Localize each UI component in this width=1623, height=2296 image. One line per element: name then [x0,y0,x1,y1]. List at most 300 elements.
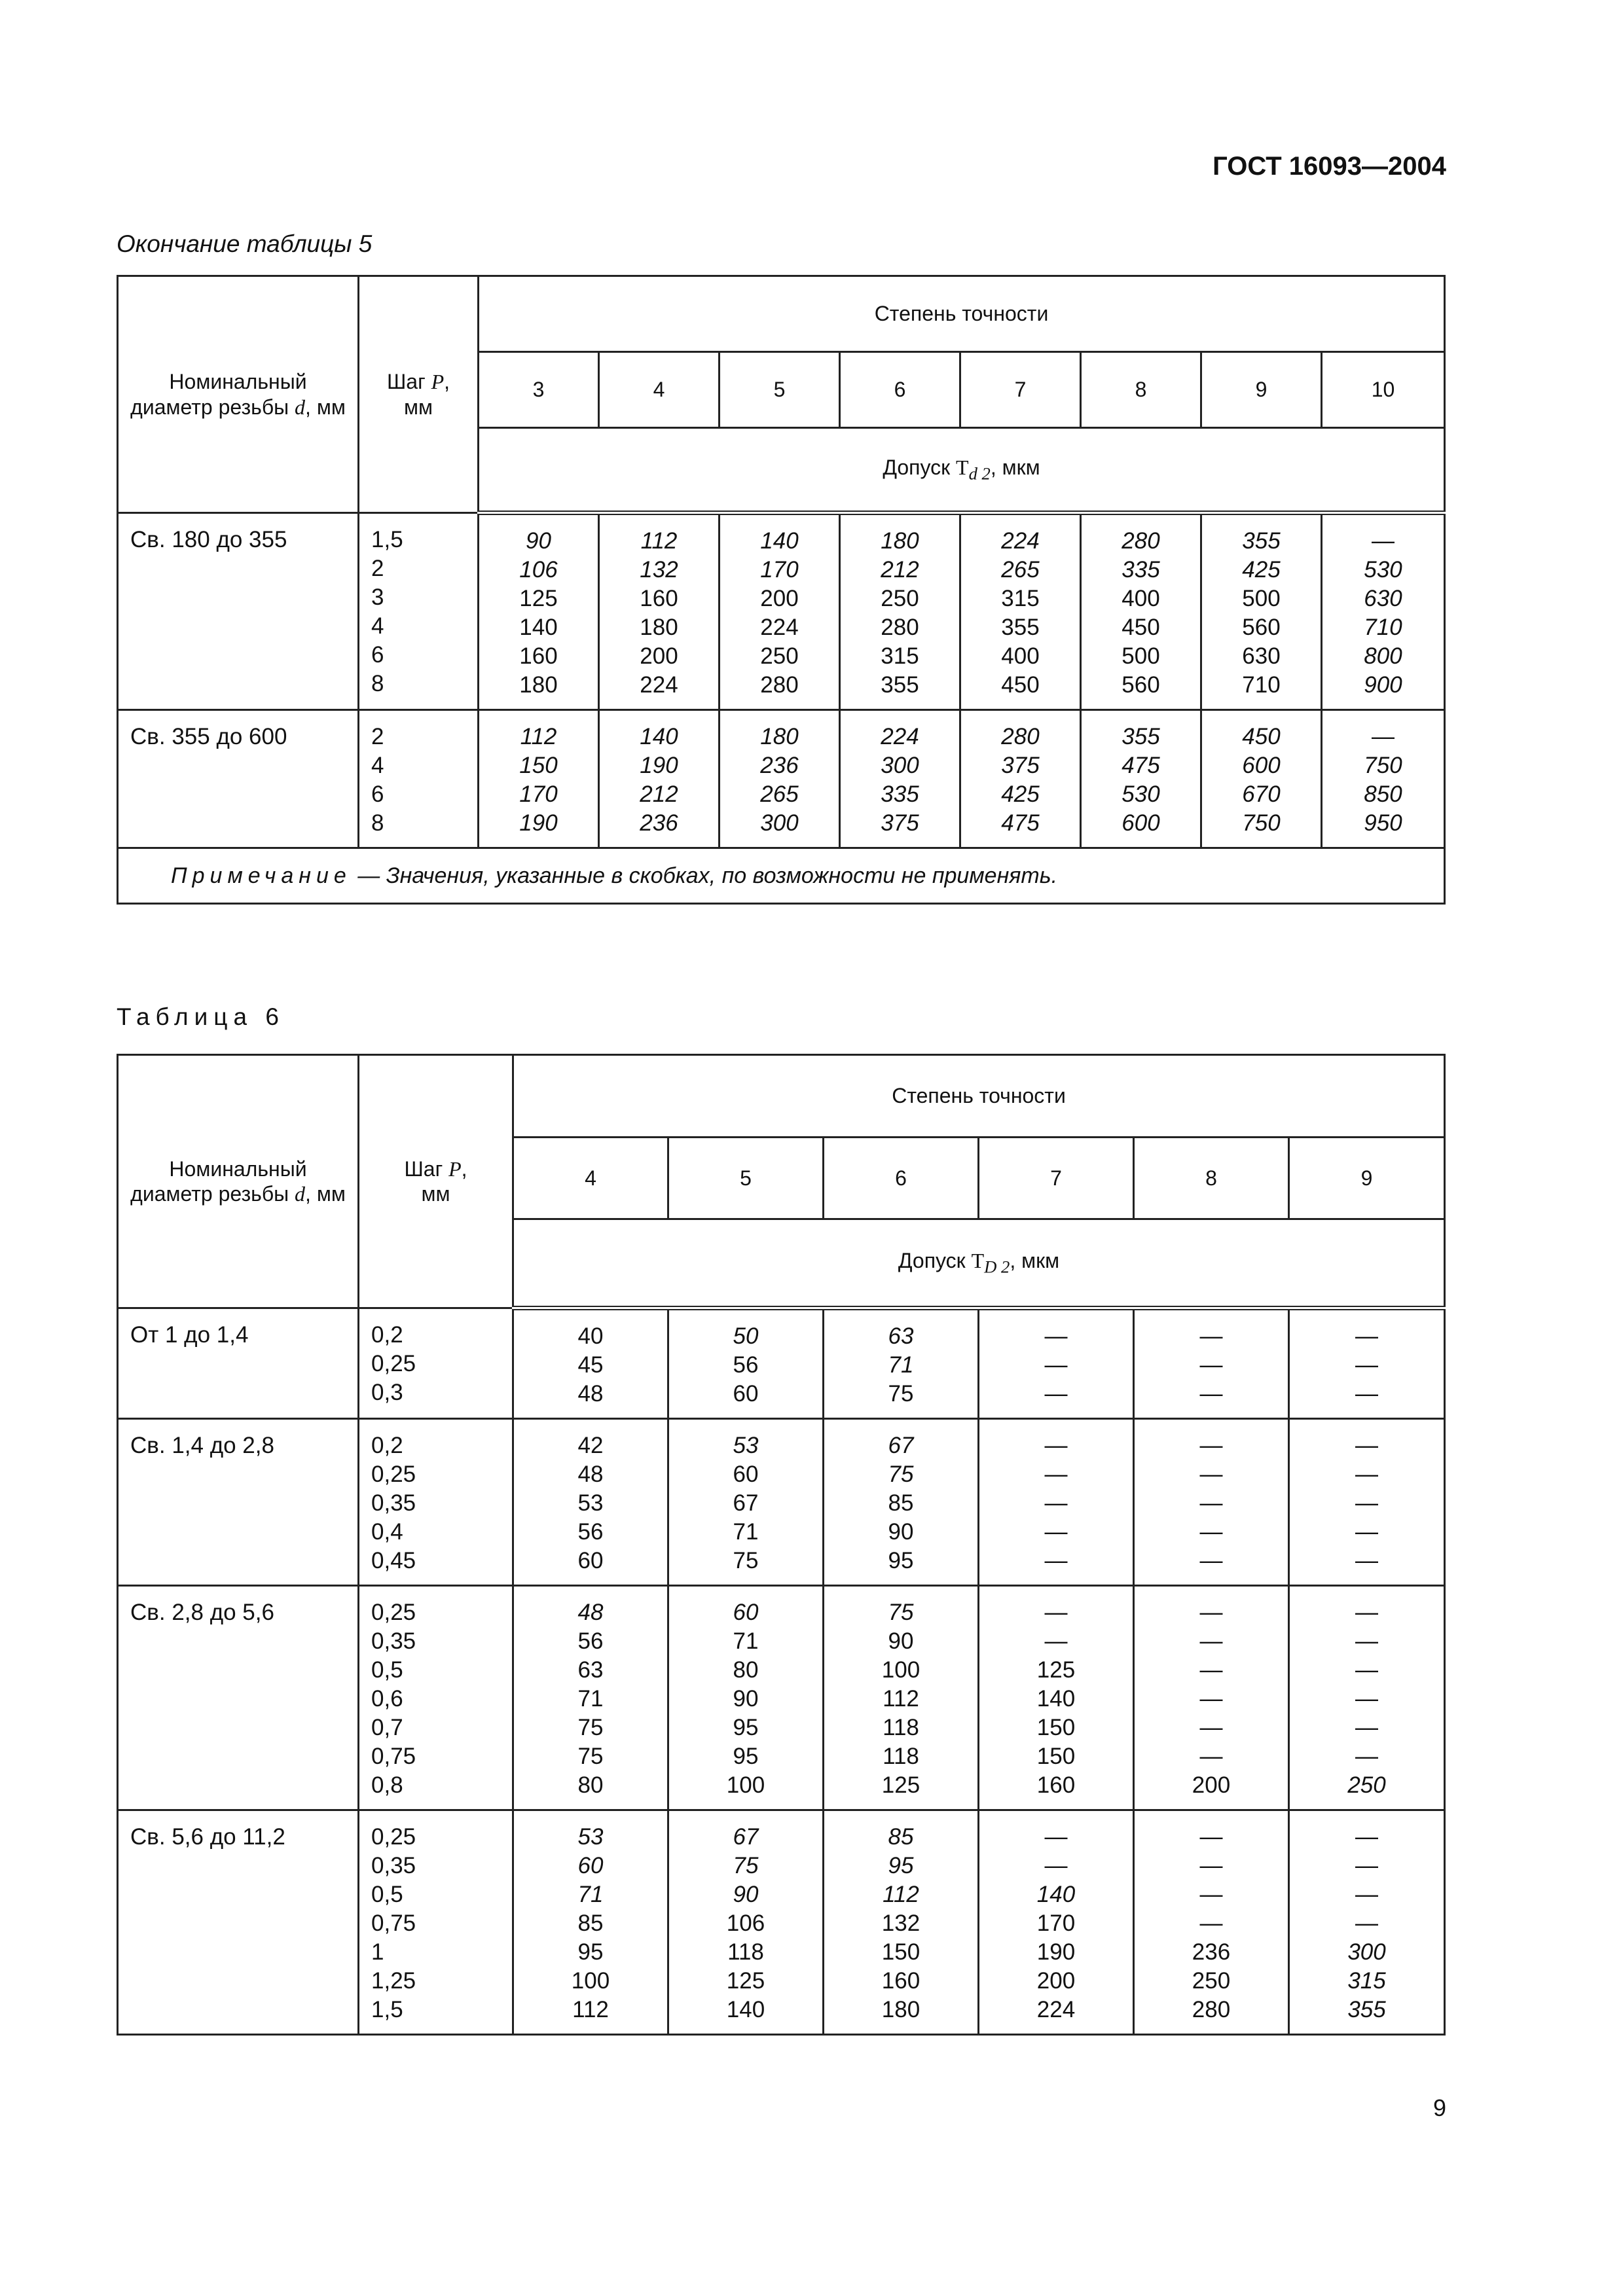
tolerance-value: — [1355,1715,1379,1740]
grade-7: 7 [979,1138,1134,1219]
tolerance-value: 355 [1347,1997,1386,2022]
tolerance-value: 150 [1036,1744,1076,1769]
pitch-comma: , [444,370,450,394]
tolerance-value: 250 [760,643,799,669]
tolerance-value: 50 [733,1323,759,1349]
tolerance-value: 90 [888,1628,914,1654]
tolerance-value: 200 [1192,1772,1231,1798]
tolerance-value: — [1199,1462,1223,1487]
tolerance-value: 150 [519,753,558,778]
tolerance-value: 80 [577,1772,604,1798]
tolerance-label: Допуск [898,1249,972,1273]
pitch-comma: , [461,1157,467,1181]
tolerance-value: 140 [760,528,799,554]
tolerance-value: — [1355,1686,1379,1712]
tolerance-value: — [1199,1323,1223,1349]
tolerance-value: — [1199,1490,1223,1516]
grade-6: 6 [824,1138,979,1219]
tolerance-value: 170 [1036,1910,1076,1936]
tolerance-value: 140 [1036,1686,1076,1712]
tolerance-value: 236 [640,810,678,836]
tolerance-value: — [1044,1600,1068,1625]
grade-header: Степень точности [513,1055,1445,1138]
pitch-value: 0,5 [371,1882,403,1907]
tolerance-value: 250 [1347,1772,1386,1798]
tolerance-value: 500 [1122,643,1160,669]
tolerance-value: — [1372,528,1395,554]
tolerance-value: 600 [1242,753,1281,778]
pitch-value: 6 [371,642,384,668]
tolerance-value: 160 [640,586,678,611]
tolerance-column-grade-10 [1322,710,1445,848]
tolerance-value: — [1199,1628,1223,1654]
tolerance-value: 75 [888,1381,914,1407]
pitch-symbol: P [448,1157,462,1181]
tolerance-value: 180 [519,672,558,698]
tolerance-value: 200 [640,643,678,669]
tolerance-column-grade-9 [1289,1586,1445,1810]
tolerance-value: 190 [519,810,558,836]
tolerance-value: 300 [760,810,799,836]
grade-header: Степень точности [479,276,1445,352]
pitch-value: 1 [371,1939,384,1965]
grade-3: 3 [479,352,599,428]
tolerance-column-grade-9 [1289,1308,1445,1419]
tolerance-column-grade-7 [979,1810,1134,2035]
tolerance-value: — [1044,1853,1068,1878]
tolerance-value: 85 [888,1824,914,1850]
tolerance-value: 75 [733,1548,759,1573]
tolerance-value: 375 [881,810,919,836]
tolerance-value: 600 [1122,810,1160,836]
table5-caption: Окончание таблицы 5 [117,230,373,257]
tolerance-value: 630 [1242,643,1281,669]
tolerance-value: 160 [519,643,558,669]
tolerance-value: 56 [577,1519,604,1545]
tolerance-value: — [1355,1744,1379,1769]
tolerance-value: 118 [883,1744,919,1769]
tolerance-value: 236 [1192,1939,1231,1965]
tolerance-label: Допуск [883,456,957,480]
tolerance-value: — [1199,1744,1223,1769]
tolerance-value: 710 [1364,615,1402,640]
diameter-header-line1: Номинальный [169,370,307,394]
diameter-symbol: d [295,395,306,419]
tolerance-value: 750 [1364,753,1402,778]
tolerance-value: 375 [1001,753,1040,778]
tolerance-value: 224 [1036,1997,1076,2022]
tolerance-value: 560 [1122,672,1160,698]
tolerance-value: 750 [1242,810,1281,836]
pitch-unit: мм [421,1182,450,1206]
tolerance-value: 250 [1192,1968,1231,1994]
section-row [118,1419,1445,1586]
pitch-value: 4 [371,613,384,639]
tolerance-value: — [1044,1548,1068,1573]
table5 [117,275,1446,905]
tolerance-value: 75 [888,1600,914,1625]
tolerance-value: 125 [881,1772,921,1798]
tolerance-value: 280 [1192,1997,1231,2022]
tolerance-value: 125 [1036,1657,1076,1683]
tolerance-value: 800 [1364,643,1402,669]
tolerance-value: 450 [1001,672,1040,698]
tolerance-value: 40 [577,1323,604,1349]
tolerance-value: 112 [883,1686,919,1712]
pitch-value: 4 [371,753,384,778]
tolerance-value: — [1044,1519,1068,1545]
tolerance-column-grade-9 [1201,710,1322,848]
section-range: Св. 1,4 до 2,8 [118,1419,359,1586]
tolerance-column-grade-6 [840,513,960,710]
tolerance-column-grade-3 [479,710,599,848]
tolerance-column-grade-4 [599,710,720,848]
tolerance-value: — [1355,1381,1379,1407]
tolerance-column-grade-5 [668,1419,824,1586]
section-row [118,1308,1445,1419]
diameter-unit: , мм [305,395,346,419]
tolerance-value: 140 [519,615,558,640]
tolerance-value: 265 [1001,557,1040,583]
grade-9: 9 [1289,1138,1445,1219]
tolerance-value: 42 [577,1433,604,1458]
tolerance-value: 60 [733,1600,759,1625]
grade-4: 4 [599,352,720,428]
section-row [118,1586,1445,1810]
tolerance-header [513,1219,1445,1308]
tolerance-value: 125 [519,586,558,611]
diameter-header-line1: Номинальный [169,1157,307,1181]
table5-note [118,848,1445,904]
tolerance-value: — [1355,1462,1379,1487]
tolerance-value: 355 [1242,528,1281,554]
note-text: — Значения, указанные в скобках, по возможности не применять. [351,863,1058,888]
pitch-header [359,276,479,513]
tolerance-value: 180 [881,528,919,554]
tolerance-value: 900 [1364,672,1402,698]
pitch-value: 0,45 [371,1548,416,1573]
tolerance-value: 95 [888,1853,914,1878]
diameter-header [118,1055,359,1308]
tolerance-subscript: D 2 [984,1257,1010,1277]
grade-7: 7 [960,352,1081,428]
tolerance-value: — [1355,1519,1379,1545]
section-range: Св. 180 до 355 [118,513,359,710]
tolerance-value: 85 [888,1490,914,1516]
tolerance-value: 200 [1036,1968,1076,1994]
table6-caption: Таблица 6 [117,1003,285,1030]
tolerance-value: 140 [726,1997,765,2022]
tolerance-value: 190 [1036,1939,1076,1965]
table6 [117,1054,1446,2036]
tolerance-header [479,428,1445,513]
tolerance-value: — [1199,1352,1223,1378]
tolerance-value: — [1199,1519,1223,1545]
tolerance-column-grade-6 [824,1586,979,1810]
tolerance-column-grade-5 [668,1308,824,1419]
pitch-value: 0,2 [371,1322,403,1348]
tolerance-value: 280 [760,672,799,698]
tolerance-value: 132 [640,557,678,583]
pitch-value: 0,5 [371,1657,403,1683]
tolerance-column-grade-6 [840,710,960,848]
section-row [118,513,1445,710]
pitch-value: 0,7 [371,1715,403,1740]
tolerance-value: 60 [733,1462,759,1487]
tolerance-value: 500 [1242,586,1281,611]
tolerance-value: — [1355,1352,1379,1378]
section-range: Св. 355 до 600 [118,710,359,848]
tolerance-value: — [1355,1657,1379,1683]
tolerance-value: 106 [726,1910,765,1936]
diameter-unit: , мм [305,1182,346,1206]
standard-code: ГОСТ 16093—2004 [1213,152,1446,181]
tolerance-value: 425 [1242,557,1281,583]
tolerance-value: 48 [577,1462,604,1487]
pitch-value: 0,35 [371,1628,416,1654]
pitch-value: 0,3 [371,1380,403,1405]
tolerance-value: — [1199,1433,1223,1458]
pitch-value: 0,25 [371,1351,416,1376]
grade-9: 9 [1201,352,1322,428]
pitch-value: 6 [371,781,384,807]
tolerance-value: 71 [733,1519,759,1545]
section-row [118,710,1445,848]
tolerance-column-grade-4 [513,1419,668,1586]
pitch-unit: мм [404,395,433,419]
tolerance-value: — [1199,1686,1223,1712]
tolerance-value: — [1199,1548,1223,1573]
tolerance-value: 335 [1122,557,1160,583]
tolerance-value: — [1044,1433,1068,1458]
tolerance-value: — [1199,1715,1223,1740]
tolerance-column-grade-6 [824,1810,979,2035]
pitch-value: 1,5 [371,1997,403,2022]
tolerance-value: 118 [883,1715,919,1740]
tolerance-value: 60 [733,1381,759,1407]
tolerance-value: 224 [881,724,919,749]
section-range: От 1 до 1,4 [118,1308,359,1419]
tolerance-value: 425 [1001,781,1040,807]
tolerance-value: 190 [640,753,678,778]
tolerance-value: 300 [881,753,919,778]
tolerance-column-grade-8 [1134,1308,1289,1419]
diameter-header [118,276,359,513]
section-range: Св. 2,8 до 5,6 [118,1586,359,1810]
tolerance-symbol: T [956,456,969,480]
tolerance-value: 63 [577,1657,604,1683]
tolerance-value: 100 [881,1657,921,1683]
tolerance-value: 53 [577,1824,604,1850]
tolerance-column-grade-9 [1289,1419,1445,1586]
tolerance-value: 315 [1001,586,1040,611]
tolerance-value: 95 [577,1939,604,1965]
tolerance-column-grade-7 [979,1419,1134,1586]
tolerance-column-grade-3 [479,513,599,710]
tolerance-value: 224 [640,672,678,698]
tolerance-value: 355 [881,672,919,698]
tolerance-value: 63 [888,1323,914,1349]
tolerance-column-grade-5 [668,1810,824,2035]
grade-5: 5 [720,352,840,428]
tolerance-value: 45 [577,1352,604,1378]
tolerance-value: — [1044,1490,1068,1516]
tolerance-column-grade-10 [1322,513,1445,710]
tolerance-column-grade-5 [668,1586,824,1810]
tolerance-value: — [1199,1853,1223,1878]
tolerance-value: 560 [1242,615,1281,640]
tolerance-value: 140 [640,724,678,749]
tolerance-value: 60 [577,1548,604,1573]
tolerance-value: — [1199,1824,1223,1850]
tolerance-value: 90 [733,1882,759,1907]
diameter-header-line2: диаметр резьбы [130,1182,295,1206]
tolerance-value: 180 [881,1997,921,2022]
diameter-symbol: d [295,1182,306,1206]
tolerance-value: — [1199,1657,1223,1683]
tolerance-value: — [1044,1462,1068,1487]
tolerance-value: 140 [1036,1882,1076,1907]
tolerance-column-grade-7 [960,513,1081,710]
tolerance-value: — [1199,1381,1223,1407]
tolerance-column-grade-8 [1134,1586,1289,1810]
pitch-value: 0,35 [371,1853,416,1878]
tolerance-value: — [1355,1853,1379,1878]
tolerance-value: 670 [1242,781,1281,807]
pitch-values [359,1308,513,1419]
grade-10: 10 [1322,352,1445,428]
tolerance-value: 75 [577,1744,604,1769]
pitch-values [359,710,479,848]
page-number: 9 [1432,2094,1446,2121]
tolerance-value: 950 [1364,810,1402,836]
pitch-symbol: P [431,370,445,394]
tolerance-value: 530 [1364,557,1402,583]
tolerance-value: 315 [1347,1968,1386,1994]
pitch-values [359,1586,513,1810]
tolerance-value: — [1355,1548,1379,1573]
tolerance-unit: , мкм [990,456,1040,480]
tolerance-value: — [1355,1824,1379,1850]
pitch-value: 3 [371,584,384,610]
tolerance-value: 280 [1001,724,1040,749]
pitch-values [359,1419,513,1586]
tolerance-column-grade-5 [720,710,840,848]
tolerance-value: — [1044,1323,1068,1349]
tolerance-value: 56 [577,1628,604,1654]
tolerance-value: 400 [1122,586,1160,611]
pitch-header-line1: Шаг [404,1157,449,1181]
diameter-header-line2: диаметр резьбы [130,395,295,419]
tolerance-value: 60 [577,1853,604,1878]
tolerance-value: 71 [888,1352,914,1378]
pitch-value: 0,35 [371,1490,416,1516]
pitch-value: 0,25 [371,1462,416,1487]
tolerance-value: 71 [733,1628,759,1654]
tolerance-column-grade-7 [979,1308,1134,1419]
tolerance-value: 95 [733,1744,759,1769]
tolerance-value: 75 [577,1715,604,1740]
tolerance-value: — [1199,1882,1223,1907]
section-row [118,1810,1445,2035]
tolerance-value: 355 [1122,724,1160,749]
tolerance-value: 300 [1347,1939,1386,1965]
tolerance-value: — [1355,1628,1379,1654]
pitch-value: 2 [371,724,384,749]
tolerance-value: — [1355,1323,1379,1349]
grade-8: 8 [1081,352,1201,428]
tolerance-value: 125 [726,1968,765,1994]
tolerance-unit: , мкм [1010,1249,1060,1273]
tolerance-value: 265 [760,781,799,807]
note-label: Примечание [171,863,352,888]
tolerance-value: 112 [520,724,557,749]
tolerance-value: 160 [1036,1772,1076,1798]
tolerance-value: 118 [727,1939,764,1965]
pitch-value: 8 [371,810,384,836]
tolerance-column-grade-4 [513,1308,668,1419]
tolerance-value: 224 [760,615,799,640]
pitch-value: 0,4 [371,1519,403,1545]
tolerance-value: 450 [1122,615,1160,640]
pitch-header [359,1055,513,1308]
tolerance-value: 48 [577,1381,604,1407]
tolerance-value: 475 [1001,810,1040,836]
tolerance-value: — [1355,1882,1379,1907]
tolerance-value: 71 [577,1882,604,1907]
tolerance-column-grade-6 [824,1419,979,1586]
pitch-value: 0,25 [371,1824,416,1850]
tolerance-value: 112 [883,1882,919,1907]
tolerance-value: 280 [881,615,919,640]
tolerance-value: 200 [760,586,799,611]
pitch-values [359,1810,513,2035]
section-range: Св. 5,6 до 11,2 [118,1810,359,2035]
pitch-values [359,513,479,710]
tolerance-value: 160 [881,1968,921,1994]
tolerance-value: 850 [1364,781,1402,807]
pitch-value: 0,75 [371,1910,416,1936]
tolerance-value: — [1355,1600,1379,1625]
tolerance-value: 53 [577,1490,604,1516]
pitch-value: 0,8 [371,1772,403,1798]
tolerance-value: 75 [733,1853,759,1878]
tolerance-value: 315 [881,643,919,669]
tolerance-value: 48 [577,1600,604,1625]
tolerance-value: 280 [1122,528,1160,554]
tolerance-value: 450 [1242,724,1281,749]
tolerance-column-grade-7 [960,710,1081,848]
tolerance-value: 224 [1001,528,1040,554]
tolerance-value: 90 [888,1519,914,1545]
tolerance-value: 355 [1001,615,1040,640]
tolerance-symbol: T [971,1249,985,1273]
tolerance-value: — [1199,1600,1223,1625]
tolerance-column-grade-6 [824,1308,979,1419]
pitch-value: 1,5 [371,527,403,552]
tolerance-value: 170 [760,557,799,583]
tolerance-value: — [1044,1824,1068,1850]
tolerance-value: 250 [881,586,919,611]
tolerance-subscript: d 2 [968,463,991,484]
pitch-header-line1: Шаг [386,370,431,394]
tolerance-value: 530 [1122,781,1160,807]
tolerance-value: 475 [1122,753,1160,778]
tolerance-value: 75 [888,1462,914,1487]
tolerance-value: 630 [1364,586,1402,611]
tolerance-value: 180 [640,615,678,640]
tolerance-value: 150 [881,1939,921,1965]
